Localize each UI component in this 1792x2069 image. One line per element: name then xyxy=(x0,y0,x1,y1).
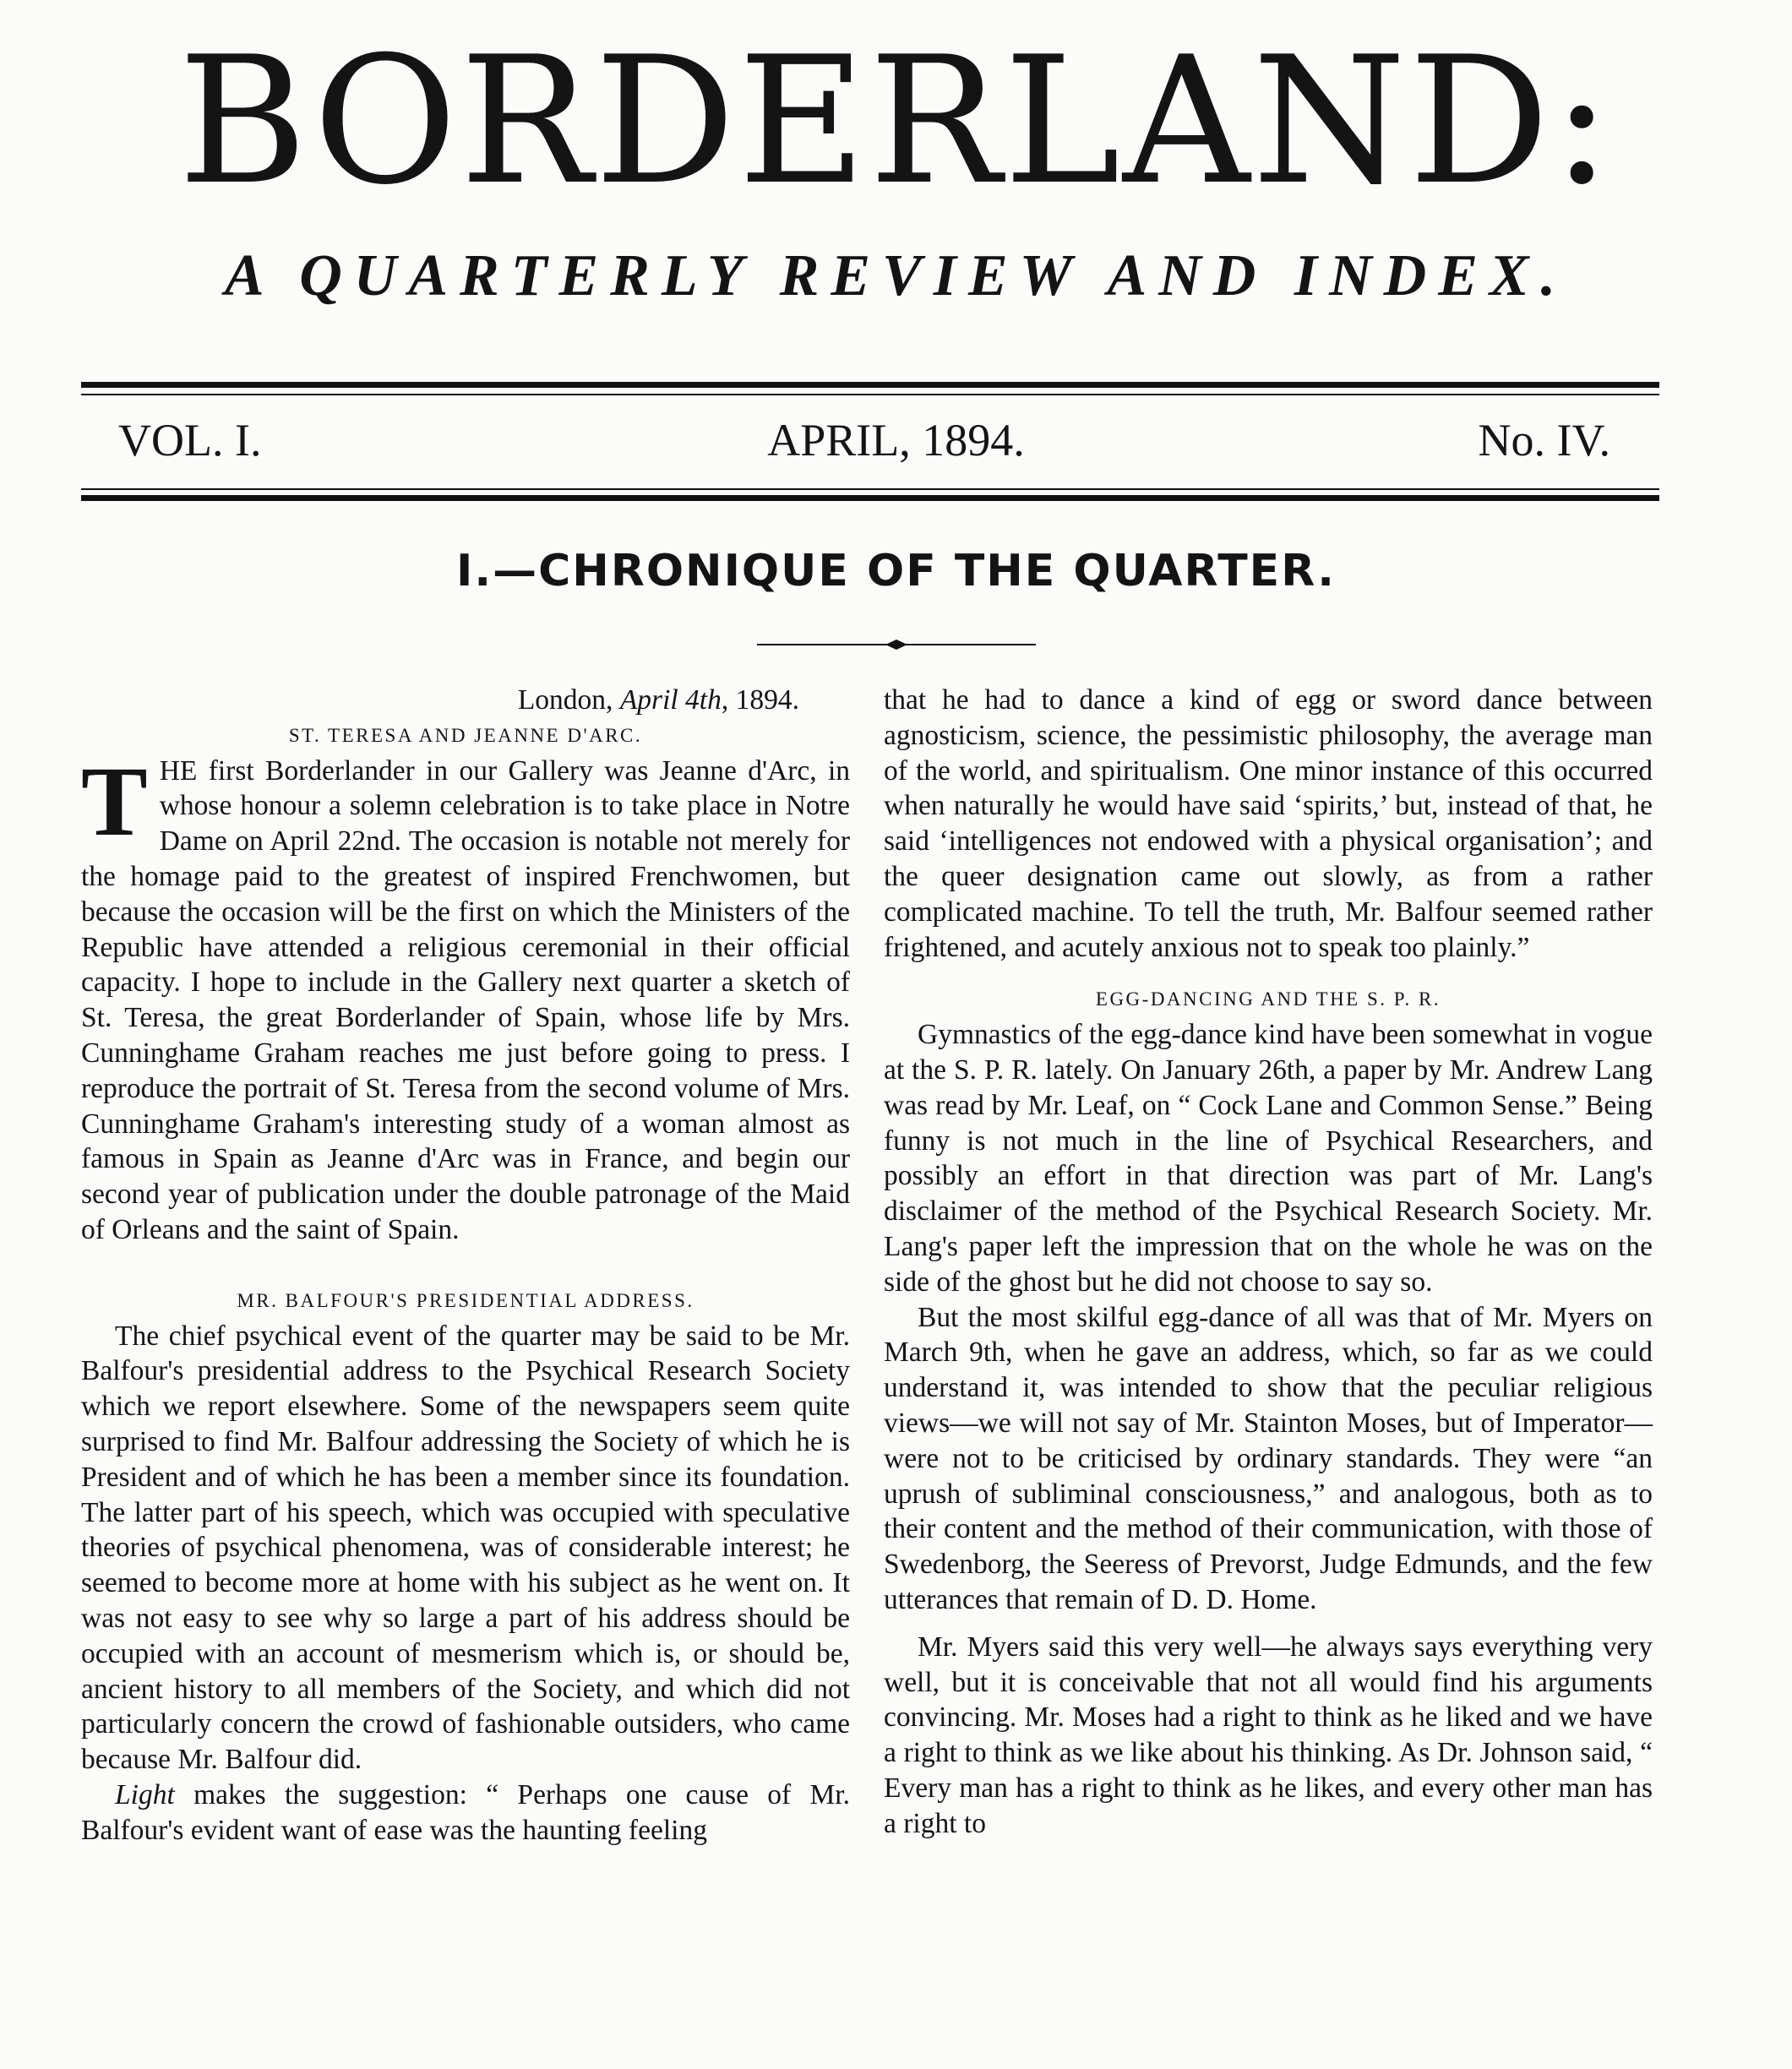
paragraph-myers: But the most skilful egg-dance of all was that of Mr. Myers on March 9th, when he gave an address, which, so far as we could understand it, was intended to show that the peculiar religious views—we will not say of Mr. Stainton Moses, but of Imperator—were not to be criticised by ordinary standards. They were “an uprush of subliminal consciousness,” and analogous, both as to their content and the method of their communication, with those of Swedenborg, the Seeress of Prevorst, Judge Edmunds, and the few utterances that remain of D. D. Home. xyxy=(884,1301,1653,1615)
bottom-rule-thick xyxy=(81,495,1659,501)
bottom-rule-thin xyxy=(81,488,1659,490)
paragraph-text: makes the suggestion: “ Perhaps one cause of Mr. Balfour's evident want of ease was the haunting feeling xyxy=(81,1778,850,1846)
section-title: I.—CHRONIQUE OF THE QUARTER. xyxy=(456,546,1336,596)
issue-date: APRIL, 1894. xyxy=(767,415,1025,466)
right-column xyxy=(884,683,1653,1842)
light-journal-name: Light xyxy=(115,1778,175,1810)
issue-number: No. IV. xyxy=(1478,415,1610,466)
subhead-egg-dancing: EGG-DANCING AND THE S. P. R. xyxy=(1095,988,1441,1010)
ornament-divider xyxy=(757,639,1036,651)
subhead-balfour-address: MR. BALFOUR'S PRESIDENTIAL ADDRESS. xyxy=(237,1289,694,1311)
paragraph-gymnastics: Gymnastics of the egg-dance kind have been somewhat in vogue at the S. P. R. lately. On January 26th, a paper by Mr. Andrew Lang was read by Mr. Leaf, on “ Cock Lane and Common Sense.” Being funny is not much in the line of Psychical Researchers, and possibly an effort in that direction was part of Mr. Lang's disclaimer of the method of the Psychical Research Society. Mr. Lang's paper left the impression that on the whole he was on the side of the ghost but he did not choose to say so. xyxy=(884,1019,1653,1298)
masthead-title: BORDERLAND: xyxy=(177,19,1615,224)
subhead-st-teresa: ST. TERESA AND JEANNE D'ARC. xyxy=(288,724,643,746)
paragraph-jeanne-darc xyxy=(81,745,850,1248)
top-rule-thick xyxy=(81,382,1659,388)
paragraph-egg-dance: that he had to dance a kind of egg or sword dance between agnosticism, science, the pessimistic philosophy, the average man of the world, and spiritualism. One minor instance of this occurred when naturally he would have said ‘spirits,’ but, instead of that, he said ‘intelligences not endowed with a physical organisation’; and the queer designation came out slowly, as from a rather complicated machine. To tell the truth, Mr. Balfour seemed rather frightened, and acutely anxious not to speak too plainly.” xyxy=(884,684,1653,963)
dateline-place: London, xyxy=(517,684,613,716)
dateline xyxy=(81,683,850,718)
volume-label: VOL. I. xyxy=(118,415,262,466)
spacer xyxy=(81,1248,850,1283)
spacer xyxy=(884,1618,1653,1630)
paragraph-moses: Mr. Myers said this very well—he always says everything very well, but it is conceivable that not all would find his arguments convincing. Mr. Moses had a right to think as he liked and we have a right to think as we like about his thinking. As Dr. Johnson said, “ Every man has a right to think as he likes, and every other man has a right to xyxy=(884,1631,1653,1839)
masthead-subtitle: A QUARTERLY REVIEW AND INDEX. xyxy=(224,243,1568,308)
left-column xyxy=(81,683,850,1848)
spacer xyxy=(884,965,1653,982)
dateline-day: April 4th xyxy=(619,684,722,716)
top-rule-thin xyxy=(81,394,1659,395)
dateline-year: , 1894. xyxy=(721,684,799,716)
paragraph-text: HE first Borderlander in our Gallery was Jeanne d'Arc, in whose honour a solemn celebration is to take place in Notre Dame on April 22nd. The occasion is notable not merely for the homage paid to the greatest of inspired Frenchwomen, but because the occasion will be the first on which the Ministers of the Republic have attended a religious ceremonial in their official capacity. I hope to include in the Gallery next quarter a sketch of St. Teresa, the great Borderlander of Spain, whose life by Mrs. Cunninghame Graham reaches me just before going to press. I reproduce the portrait of St. Teresa from the second volume of Mrs. Cunninghame Graham's interesting study of a woman almost as famous in Spain as Jeanne d'Arc was in France, and begin our second year of publication under the double patronage of the Maid of Orleans and the saint of Spain. xyxy=(81,754,850,1245)
paragraph-light xyxy=(81,1778,850,1848)
paragraph-balfour: The chief psychical event of the quarter may be said to be Mr. Balfour's presidential address to the Psychical Research Society which we report elsewhere. Some of the newspapers seem quite surprised to find Mr. Balfour addressing the Society of which he is President and of which he has been a member since its foundation. The latter part of his speech, which was occupied with speculative theories of psychical phenomena, was of considerable interest; he seemed to become more at home with his subject as he went on. It was not easy to see why so large a part of his address should be occupied with an account of mesmerism which is, or should be, ancient history to all members of the Society, and which did not particularly concern the crowd of fashionable outsiders, who came because Mr. Balfour did. xyxy=(81,1320,850,1776)
drop-cap: T xyxy=(81,745,148,857)
